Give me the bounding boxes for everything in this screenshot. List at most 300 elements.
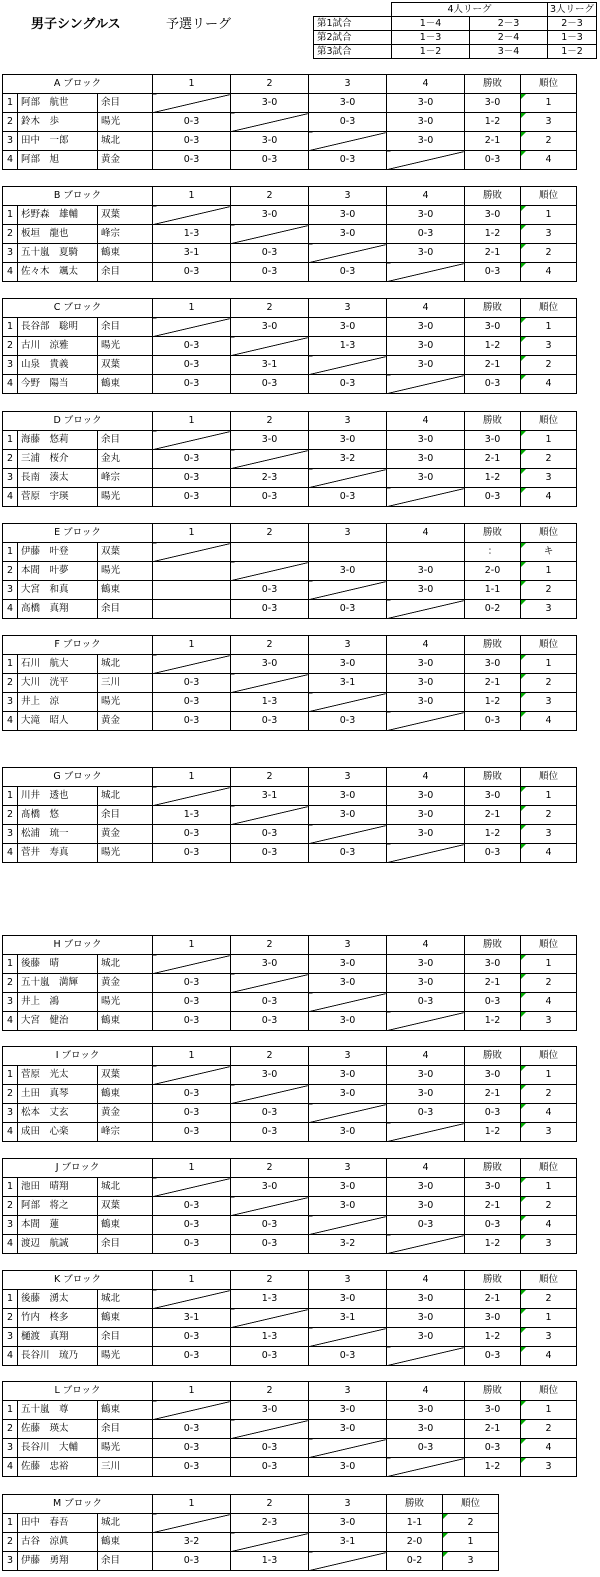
player-team: 暘光: [98, 113, 153, 132]
player-team: 鶴東: [98, 1085, 153, 1104]
match-result-1: 0-3: [153, 1458, 231, 1477]
block-name: A ブロック: [3, 75, 153, 94]
player-row: [3, 113, 577, 132]
rank: 1: [521, 206, 577, 225]
rank: 3: [521, 225, 577, 244]
player-team: 城北: [98, 787, 153, 806]
match-result-1: 0-3: [153, 993, 231, 1012]
player-row: [3, 375, 577, 394]
player-number: 2: [3, 974, 18, 993]
col-header-c3: 3: [309, 1495, 387, 1514]
win-loss: 3-0: [465, 318, 521, 337]
player-number: 3: [3, 132, 18, 151]
col-header-rank: 順位: [521, 187, 577, 206]
player-name: 菅井 寿真: [18, 844, 98, 863]
player-row: [3, 151, 577, 170]
match-result-4: 3-0: [387, 562, 465, 581]
match-result-4: 3-0: [387, 955, 465, 974]
win-loss: 3-0: [465, 206, 521, 225]
match-result-4: 3-0: [387, 94, 465, 113]
win-loss: ：: [465, 543, 521, 562]
match-result-1: [153, 655, 231, 674]
match-result-2: [231, 1533, 309, 1552]
match-result-2: 3-0: [231, 94, 309, 113]
player-row: [3, 1066, 577, 1085]
col-header-c3: 3: [309, 75, 387, 94]
match-result-4: [387, 263, 465, 282]
player-name: 田中 春吾: [18, 1514, 98, 1533]
match-result-2: [231, 450, 309, 469]
win-loss: 1-2: [465, 1458, 521, 1477]
match-result-1: 0-3: [153, 974, 231, 993]
match-result-1: [153, 543, 231, 562]
match-result-2: 3-0: [231, 431, 309, 450]
player-team: 暘光: [98, 993, 153, 1012]
schedule-3: 1－2: [548, 45, 597, 59]
col-header-c4: 4: [387, 412, 465, 431]
player-number: 1: [3, 1066, 18, 1085]
win-loss: 0-3: [465, 1347, 521, 1366]
rank: 1: [521, 1178, 577, 1197]
match-result-1: 0-3: [153, 1216, 231, 1235]
win-loss: 2-1: [465, 974, 521, 993]
match-result-1: 0-3: [153, 356, 231, 375]
player-row: [3, 244, 577, 263]
player-team: 城北: [98, 655, 153, 674]
league-block-table: [2, 523, 577, 619]
player-name: 今野 陽当: [18, 375, 98, 394]
match-result-4: 3-0: [387, 1066, 465, 1085]
league-block-table: [2, 1494, 499, 1571]
col-header-c2: 2: [231, 1382, 309, 1401]
col-header-wl: 勝敗: [465, 299, 521, 318]
player-number: 4: [3, 1123, 18, 1142]
match-result-1: 0-3: [153, 674, 231, 693]
col-header-wl: 勝敗: [465, 1047, 521, 1066]
col-header-c3: 3: [309, 299, 387, 318]
col-header-wl: 勝敗: [465, 768, 521, 787]
schedule-match-label: 第1試合: [314, 17, 392, 31]
rank: 4: [521, 1216, 577, 1235]
player-row: [3, 955, 577, 974]
rank: 3: [521, 600, 577, 619]
col-header-c2: 2: [231, 1047, 309, 1066]
league-block-table: [2, 1381, 577, 1477]
player-name: 石川 航大: [18, 655, 98, 674]
rank: 1: [443, 1533, 499, 1552]
rank: 1: [521, 787, 577, 806]
col-header-c1: 1: [153, 412, 231, 431]
col-header-c2: 2: [231, 299, 309, 318]
page-subtitle: 予選リーグ: [166, 17, 232, 32]
win-loss: 0-3: [465, 488, 521, 507]
player-team: 暘光: [98, 337, 153, 356]
rank: 2: [521, 1197, 577, 1216]
win-loss: 2-1: [465, 1290, 521, 1309]
rank: 1: [521, 655, 577, 674]
match-result-3: 3-1: [309, 674, 387, 693]
rank: 2: [521, 1085, 577, 1104]
col-header-c4: 4: [387, 299, 465, 318]
player-team: 鶴東: [98, 1401, 153, 1420]
match-result-4: 3-0: [387, 825, 465, 844]
match-result-3: 3-1: [309, 1309, 387, 1328]
player-row: [3, 600, 577, 619]
player-name: 伊藤 叶登: [18, 543, 98, 562]
league-block-table: [2, 298, 577, 394]
player-name: 井上 鴻: [18, 993, 98, 1012]
player-name: 伊藤 勇翔: [18, 1552, 98, 1571]
match-result-3: 0-3: [309, 844, 387, 863]
rank: 4: [521, 1347, 577, 1366]
col-header-rank: 順位: [521, 636, 577, 655]
col-header-c2: 2: [231, 1159, 309, 1178]
player-name: 長南 湊太: [18, 469, 98, 488]
col-header-c4: 4: [387, 1382, 465, 1401]
rank: 4: [521, 844, 577, 863]
league-block-table: [2, 767, 577, 863]
player-row: [3, 993, 577, 1012]
match-result-1: 0-3: [153, 825, 231, 844]
player-number: 4: [3, 712, 18, 731]
rank: 2: [521, 974, 577, 993]
player-number: 3: [3, 581, 18, 600]
player-row: [3, 1235, 577, 1254]
player-name: 井上 涼: [18, 693, 98, 712]
player-row: [3, 132, 577, 151]
match-result-1: 3-2: [153, 1533, 231, 1552]
player-team: 双葉: [98, 206, 153, 225]
match-result-4: 0-3: [387, 1439, 465, 1458]
col-header-c2: 2: [231, 1495, 309, 1514]
match-result-1: 0-3: [153, 1328, 231, 1347]
win-loss: 2-1: [465, 1197, 521, 1216]
match-result-4: 3-0: [387, 1309, 465, 1328]
block-header-row: [3, 187, 577, 206]
league-block-table: [2, 1158, 577, 1254]
col-header-rank: 順位: [521, 524, 577, 543]
col-header-wl: 勝敗: [465, 1382, 521, 1401]
col-header-wl: 勝敗: [465, 936, 521, 955]
col-header-wl: 勝敗: [465, 187, 521, 206]
match-result-3: 0-3: [309, 375, 387, 394]
match-result-4: [387, 712, 465, 731]
win-loss: 1-2: [465, 469, 521, 488]
player-name: 後藤 晴: [18, 955, 98, 974]
rank: 4: [521, 993, 577, 1012]
rank: 2: [521, 450, 577, 469]
col-header-c4: 4: [387, 187, 465, 206]
match-result-3: 3-0: [309, 318, 387, 337]
match-result-4: 3-0: [387, 787, 465, 806]
win-loss: 0-3: [465, 375, 521, 394]
player-name: 田中 一郎: [18, 132, 98, 151]
player-team: 三川: [98, 1458, 153, 1477]
player-number: 2: [3, 674, 18, 693]
player-row: [3, 337, 577, 356]
player-team: 余目: [98, 263, 153, 282]
player-row: [3, 431, 577, 450]
match-result-1: 0-3: [153, 1235, 231, 1254]
col-header-c3: 3: [309, 1047, 387, 1066]
match-result-3: 3-2: [309, 1235, 387, 1254]
col-header-rank: 順位: [521, 75, 577, 94]
player-number: 4: [3, 1347, 18, 1366]
player-name: 杉野森 雄輔: [18, 206, 98, 225]
win-loss: 3-0: [465, 1066, 521, 1085]
col-header-c1: 1: [153, 768, 231, 787]
player-team: 余目: [98, 1235, 153, 1254]
player-row: [3, 94, 577, 113]
match-result-3: 0-3: [309, 600, 387, 619]
match-result-4: 3-0: [387, 1328, 465, 1347]
match-result-1: [153, 318, 231, 337]
player-row: [3, 1552, 499, 1571]
match-result-3: 3-0: [309, 1085, 387, 1104]
match-result-4: 3-0: [387, 450, 465, 469]
schedule-4-b: 2－4: [470, 31, 548, 45]
player-name: 大川 洸平: [18, 674, 98, 693]
match-result-1: [153, 1514, 231, 1533]
match-result-4: [387, 1458, 465, 1477]
match-result-4: [387, 1012, 465, 1031]
player-name: 佐々木 颯太: [18, 263, 98, 282]
block-name: L ブロック: [3, 1382, 153, 1401]
player-name: 佐藤 瑛太: [18, 1420, 98, 1439]
schedule-row: [314, 17, 597, 31]
block-header-row: [3, 524, 577, 543]
match-result-4: [387, 375, 465, 394]
block-header-row: [3, 1382, 577, 1401]
match-result-2: 3-0: [231, 206, 309, 225]
player-name: 成田 心楽: [18, 1123, 98, 1142]
player-team: 峰宗: [98, 1123, 153, 1142]
match-result-4: [387, 488, 465, 507]
match-result-1: 0-3: [153, 1085, 231, 1104]
col-header-c2: 2: [231, 768, 309, 787]
player-number: 2: [3, 1197, 18, 1216]
player-name: 松本 丈玄: [18, 1104, 98, 1123]
col-header-c3: 3: [309, 636, 387, 655]
match-result-2: [231, 562, 309, 581]
match-result-2: 2-3: [231, 469, 309, 488]
match-result-4: 3-0: [387, 206, 465, 225]
player-row: [3, 1347, 577, 1366]
match-result-3: 0-3: [309, 1347, 387, 1366]
player-name: 髙橋 悠: [18, 806, 98, 825]
col-header-c3: 3: [309, 1382, 387, 1401]
col-header-c2: 2: [231, 636, 309, 655]
rank: 3: [521, 1328, 577, 1347]
player-team: 鶴東: [98, 1012, 153, 1031]
rank: 3: [521, 1235, 577, 1254]
player-team: 峰宗: [98, 469, 153, 488]
match-result-1: 3-1: [153, 244, 231, 263]
league-block-table: [2, 1046, 577, 1142]
player-row: [3, 488, 577, 507]
match-result-1: 0-3: [153, 450, 231, 469]
win-loss: 2-1: [465, 356, 521, 375]
player-name: 樋渡 真翔: [18, 1328, 98, 1347]
player-row: [3, 806, 577, 825]
block-name: J ブロック: [3, 1159, 153, 1178]
col-header-wl: 勝敗: [387, 1495, 443, 1514]
player-number: 2: [3, 1420, 18, 1439]
col-header-wl: 勝敗: [465, 1159, 521, 1178]
match-result-2: [231, 674, 309, 693]
player-team: 黄金: [98, 151, 153, 170]
match-result-4: [387, 1123, 465, 1142]
win-loss: 3-0: [465, 1178, 521, 1197]
match-result-3: [309, 1328, 387, 1347]
player-name: 五十嵐 満輝: [18, 974, 98, 993]
col-header-wl: 勝敗: [465, 1271, 521, 1290]
schedule-3: 1－3: [548, 31, 597, 45]
match-result-4: 3-0: [387, 132, 465, 151]
league-block-table: [2, 411, 577, 507]
player-row: [3, 1458, 577, 1477]
player-team: 城北: [98, 132, 153, 151]
match-result-2: 0-3: [231, 712, 309, 731]
win-loss: 3-0: [465, 1401, 521, 1420]
player-number: 3: [3, 356, 18, 375]
match-result-2: 0-3: [231, 488, 309, 507]
schedule-3: 2－3: [548, 17, 597, 31]
player-name: 大宮 健治: [18, 1012, 98, 1031]
block-header-row: [3, 636, 577, 655]
win-loss: 1-2: [465, 825, 521, 844]
col-header-c4: 4: [387, 768, 465, 787]
match-result-4: 3-0: [387, 1401, 465, 1420]
col-header-wl: 勝敗: [465, 636, 521, 655]
match-result-2: 3-0: [231, 1066, 309, 1085]
win-loss: 1-2: [465, 1012, 521, 1031]
player-number: 2: [3, 806, 18, 825]
match-result-1: [153, 1178, 231, 1197]
player-row: [3, 1309, 577, 1328]
player-name: 海藤 悠莉: [18, 431, 98, 450]
match-result-3: 3-0: [309, 1458, 387, 1477]
player-team: 余目: [98, 600, 153, 619]
match-result-1: 1-3: [153, 806, 231, 825]
col-header-c4: 4: [387, 524, 465, 543]
match-result-1: 0-3: [153, 113, 231, 132]
rank: 1: [521, 1309, 577, 1328]
player-number: 1: [3, 431, 18, 450]
player-name: 五十嵐 夏騎: [18, 244, 98, 263]
win-loss: 3-0: [465, 94, 521, 113]
match-result-2: 0-3: [231, 244, 309, 263]
player-row: [3, 1104, 577, 1123]
win-loss: 2-1: [465, 132, 521, 151]
player-number: 3: [3, 1104, 18, 1123]
match-result-4: 3-0: [387, 581, 465, 600]
player-row: [3, 674, 577, 693]
rank: 2: [521, 1420, 577, 1439]
player-name: 松浦 琉一: [18, 825, 98, 844]
rank: 1: [521, 431, 577, 450]
match-result-1: 0-3: [153, 1347, 231, 1366]
league-block-table: [2, 186, 577, 282]
player-row: [3, 1085, 577, 1104]
col-header-c4: 4: [387, 1271, 465, 1290]
match-result-3: 0-3: [309, 488, 387, 507]
player-name: 板垣 龍也: [18, 225, 98, 244]
match-result-3: [309, 244, 387, 263]
win-loss: 0-3: [465, 263, 521, 282]
block-name: H ブロック: [3, 936, 153, 955]
player-number: 4: [3, 151, 18, 170]
player-team: 城北: [98, 955, 153, 974]
rank: 3: [521, 1458, 577, 1477]
win-loss: 0-2: [465, 600, 521, 619]
match-result-3: 3-0: [309, 787, 387, 806]
match-result-2: 3-0: [231, 655, 309, 674]
match-result-1: [153, 955, 231, 974]
win-loss: 0-3: [465, 1104, 521, 1123]
match-result-1: [153, 787, 231, 806]
match-result-2: 0-3: [231, 581, 309, 600]
col-header-wl: 勝敗: [465, 524, 521, 543]
match-result-2: 0-3: [231, 1347, 309, 1366]
player-name: 竹内 柊多: [18, 1309, 98, 1328]
player-number: 1: [3, 787, 18, 806]
player-team: 余目: [98, 1552, 153, 1571]
match-result-4: 0-3: [387, 225, 465, 244]
match-result-1: [153, 562, 231, 581]
player-name: 佐藤 忠裕: [18, 1458, 98, 1477]
player-row: [3, 356, 577, 375]
match-result-3: 3-0: [309, 974, 387, 993]
win-loss: 0-3: [465, 993, 521, 1012]
col-header-c1: 1: [153, 299, 231, 318]
win-loss: 0-3: [465, 1216, 521, 1235]
match-result-3: 3-0: [309, 94, 387, 113]
match-result-2: [231, 1420, 309, 1439]
player-name: 大宮 和真: [18, 581, 98, 600]
player-number: 2: [3, 1309, 18, 1328]
match-result-3: 3-0: [309, 1178, 387, 1197]
block-name: I ブロック: [3, 1047, 153, 1066]
match-result-1: 0-3: [153, 693, 231, 712]
match-result-2: 1-3: [231, 1290, 309, 1309]
match-result-2: [231, 806, 309, 825]
player-name: 高橋 真翔: [18, 600, 98, 619]
col-header-c3: 3: [309, 1159, 387, 1178]
player-name: 本間 蓮: [18, 1216, 98, 1235]
player-row: [3, 581, 577, 600]
schedule-4-b: 3－4: [470, 45, 548, 59]
page-title: 男子シングルス: [31, 17, 121, 32]
rank: 3: [521, 337, 577, 356]
rank: 4: [521, 1439, 577, 1458]
win-loss: 0-2: [387, 1552, 443, 1571]
match-result-2: 0-3: [231, 993, 309, 1012]
block-header-row: [3, 412, 577, 431]
player-row: [3, 1123, 577, 1142]
win-loss: 3-0: [465, 1309, 521, 1328]
match-result-2: [231, 543, 309, 562]
win-loss: 3-0: [465, 955, 521, 974]
rank: 3: [521, 825, 577, 844]
player-name: 阿部 航世: [18, 94, 98, 113]
match-result-2: 3-0: [231, 955, 309, 974]
player-team: 鶴東: [98, 1216, 153, 1235]
player-team: 暘光: [98, 844, 153, 863]
player-number: 3: [3, 993, 18, 1012]
player-row: [3, 787, 577, 806]
player-team: 余目: [98, 1328, 153, 1347]
